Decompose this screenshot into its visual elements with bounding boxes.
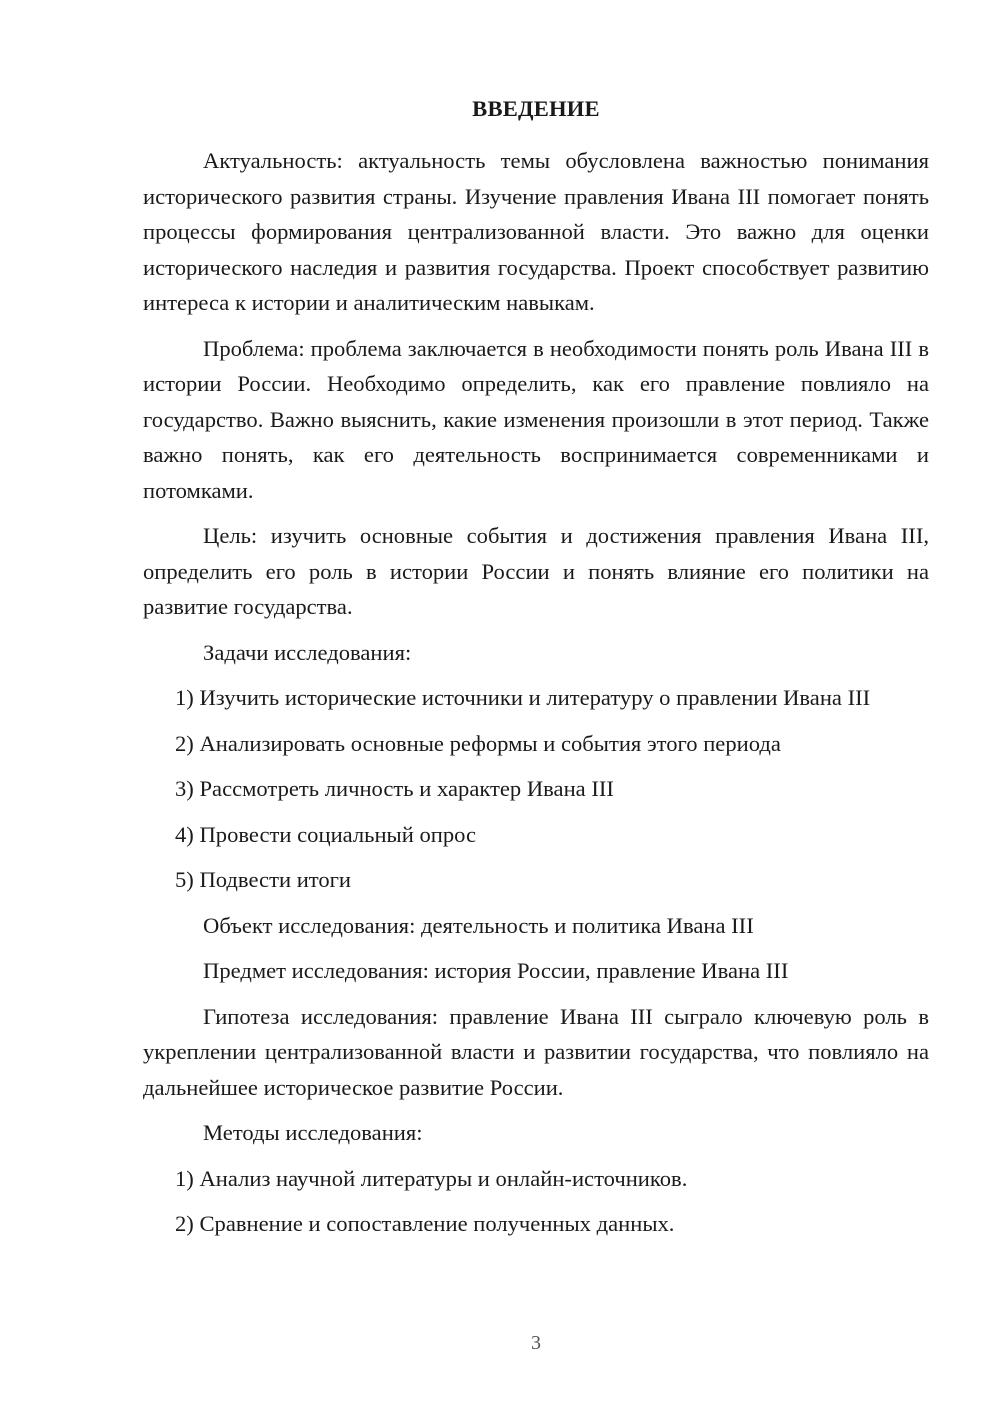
task-item: 1) Изучить исторические источники и литературу о правлении Ивана III [175, 685, 871, 710]
task-item: 2) Анализировать основные реформы и события этого периода [175, 730, 781, 756]
page-body [143, 143, 929, 1252]
task-item: 4) Провести социальный опрос [175, 821, 477, 847]
hypothesis-paragraph: Гипотеза исследования: правление Ивана III сыграло ключевую роль в укреплении централизованной власти и развитии государства, что повлияло на дальнейшее историческое развитие России. [143, 1003, 929, 1100]
methods-title: Методы исследования: [203, 1120, 423, 1145]
research-object: Объект исследования: деятельность и политика Ивана III [203, 912, 754, 938]
page-title: ВВЕДЕНИЕ [472, 96, 600, 121]
research-subject: Предмет исследования: история России, правление Ивана III [203, 958, 789, 983]
task-item: 3) Рассмотреть личность и характер Ивана III [175, 776, 614, 801]
tasks-title: Задачи исследования: [203, 639, 412, 665]
goal-paragraph: Цель: изучить основные события и достижения правления Ивана III, определить его роль в истории России и понять влияние его политики на развитие государства. [143, 523, 929, 619]
page-number: 3 [531, 1332, 541, 1354]
task-item: 5) Подвести итоги [175, 867, 352, 892]
problem-paragraph: Проблема: проблема заключается в необходимости понять роль Ивана III в истории России. Необходимо определить, как его правление повлияло на государство. Важно выяснить, какие изменения произошли в этот период. Также важно понять, как его деятельность воспринимается современниками и потомками. [143, 335, 929, 503]
relevance-paragraph: Актуальность: актуальность темы обусловлена важностью понимания исторического развития страны. Изучение правления Ивана III помогает понять процессы формирования централизованной власти. Это важно для оценки исторического наследия и развития государства. Проект способствует развитию интереса к истории и аналитическим навыкам. [143, 148, 929, 315]
method-item: 1) Анализ научной литературы и онлайн-источников. [175, 1165, 688, 1191]
method-item: 2) Сравнение и сопоставление полученных данных. [175, 1211, 675, 1236]
